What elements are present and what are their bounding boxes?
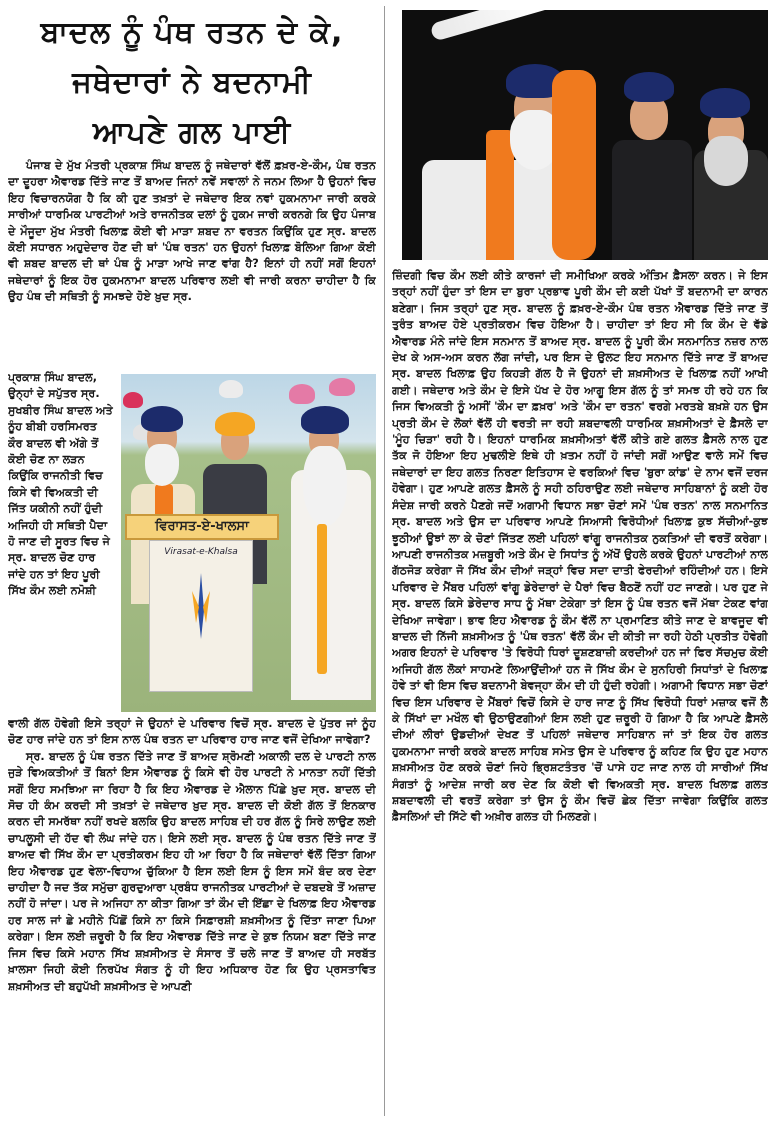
figure-turban xyxy=(141,406,183,432)
article-paragraph: ਜ਼ਿੰਦਗੀ ਵਿਚ ਕੌਮ ਲਈ ਕੀਤੇ ਕਾਰਜਾਂ ਦੀ ਸਮੀਖਿਆ ਕਰਕੇ ਅੰਤਿਮ ਫ਼ੈਸਲਾ ਕਰਨ। ਜੇ ਇਸ ਤਰ੍ਹਾਂ ਨਹੀਂ ਹੁੰਦਾ ਤਾਂ ਇਸ ਦਾ ਬੁਰਾ ਪ੍ਰਭਾਵ ਪੂਰੀ ਕੌਮ ਦੀ ਕਈ ਪੱਖਾਂ ਤੋਂ ਬਦਨਾਮੀ ਦਾ ਕਾਰਨ ਬਣੇਗਾ। ਜਿਸ ਤਰ੍ਹਾਂ ਹੁਣ ਸ੍ਰ. ਬਾਦਲ ਨੂੰ ਫ਼ਖ਼ਰ-ਏ-ਕੌਮ ਪੰਥ ਰਤਨ ਐਵਾਰਡ ਦਿੱਤੇ ਜਾਣ ਤੋਂ ਤੁਰੰਤ ਬਾਅਦ ਹੋਏ ਪ੍ਰਤੀਕਰਮ ਵਿਚ ਹੋਇਆ ਹੈ। ਚਾਹੀਦਾ ਤਾਂ ਇਹ ਸੀ ਕਿ ਕੌਮ ਦੇ ਵੱਡੇ ਐਵਾਰਡ ਮੰਨੇ ਜਾਂਦੇ ਇਸ ਸਨਮਾਨ ਤੋਂ ਬਾਅਦ ਸ੍ਰ. ਬਾਦਲ ਨੂੰ ਪੂਰੀ ਕੌਮ ਸਨਮਾਨਿਤ ਨਜ਼ਰ ਨਾਲ ਦੇਖ ਕੇ ਅਸ-ਅਸ ਕਰਨ ਲੱਗ ਜਾਂਦੀ, ਪਰ ਇਸ ਦੇ ਉਲਟ ਇਹ ਸਨਮਾਨ ਦਿੱਤੇ ਜਾਣ ਤੋਂ ਬਾਅਦ ਸ੍ਰ. ਬਾਦਲ ਖਿਲਾਫ਼ ਉਹ ਕਿਹੜੀ ਗੱਲ ਹੈ ਜੋ ਉਹਨਾਂ ਦੀ ਸ਼ਖ਼ਸੀਅਤ ਦੇ ਖਿਲਾਫ਼ ਨਹੀਂ ਆਖੀ ਗਈ। ਜਥੇਦਾਰ ਅਤੇ ਕੌਮ ਦੇ ਇਸੇ ਪੱਖ ਦੇ ਹੋਰ ਆਗੂ ਇਸ ਗੱਲ ਨੂੰ ਤਾਂ ਸਮਝ ਹੀ ਰਹੇ ਹਨ ਕਿ ਜਿਸ ਵਿਅਕਤੀ ਨੂੰ ਅਸੀਂ 'ਕੌਮ ਦਾ ਫ਼ਖ਼ਰ' ਅਤੇ 'ਕੌਮ ਦਾ ਰਤਨ' ਵਰਗੇ ਮਰਤਬੇ ਬਖ਼ਸ਼ੇ ਹਨ ਉਸ ਪ੍ਰਤੀ ਕੌਮ ਦੇ ਲੋਕਾਂ ਵੱਲੋਂ ਹੀ ਵਰਤੀ ਜਾ ਰਹੀ ਸ਼ਬਦਾਵਲੀ ਧਾਰਮਿਕ ਸ਼ਖ਼ਸੀਅਤਾਂ ਦੇ ਫ਼ੈਸਲੇ ਦਾ 'ਮੂੰਹ ਚਿੜਾ' ਰਹੀ ਹੈ। ਇਹਨਾਂ ਧਾਰਮਿਕ ਸ਼ਖ਼ਸੀਅਤਾਂ ਵੱਲੋਂ ਕੀਤੇ ਗਏ ਗਲਤ ਫ਼ੈਸਲੇ ਨਾਲ ਹੁਣ ਤੱਕ ਜੋ ਹੋਇਆ ਇਹ ਮੁਢਲੀਏ ਇਥੇ ਹੀ ਖ਼ਤਮ ਨਹੀਂ ਹੋ ਜਾਂਦੀ ਸਗੋਂ ਆਉਣ ਵਾਲੇ ਸਮੇਂ ਵਿਚ ਜਥੇਦਾਰਾਂ ਦਾ ਇਹ ਗਲਤ ਨਿਰਣਾ ਇਤਿਹਾਸ ਦੇ ਵਰਕਿਆਂ ਵਿਚ 'ਬੁਰਾ ਕਾਂਡ' ਦੇ ਨਾਮ ਵਜੋਂ ਦਰਜ ਹੋਵੇਗਾ। ਹੁਣ ਆਪਣੇ ਗਲਤ ਫ਼ੈਸਲੇ ਨੂੰ ਸਹੀ ਠਹਿਰਾਉਣ ਲਈ ਜਥੇਦਾਰ ਸਾਹਿਬਾਨਾਂ ਨੂੰ ਕਈ ਹੋਰ ਸੰਦੇਸ਼ ਜਾਰੀ ਕਰਨੇ ਪੈਣਗੇ ਜਦੋਂ ਅਗਾਮੀ ਵਿਧਾਨ ਸਭਾ ਚੋਣਾਂ ਸਮੇਂ 'ਪੰਥ ਰਤਨ' ਨਾਲ ਸਨਮਾਨਿਤ ਸ੍ਰ. ਬਾਦਲ ਅਤੇ ਉਸ ਦਾ ਪਰਿਵਾਰ ਆਪਣੇ ਸਿਆਸੀ ਵਿਰੋਧੀਆਂ ਖਿਲਾਫ਼ ਕੁਝ ਸੱਚੀਆਂ-ਕੁਝ ਝੂਠੀਆਂ ਊਝਾਂ ਲਾ ਕੇ ਚੋਣਾਂ ਜਿੱਤਣ ਲਈ ਪਹਿਲਾਂ ਵਾਂਗੂ ਰਾਜਨੀਤਕ ਨੁਕਤਿਆਂ ਦੀ ਵਰਤੋਂ ਕਰੇਗਾ। ਆਪਣੀ ਰਾਜਨੀਤਕ ਮਜ਼ਬੂਰੀ ਅਤੇ ਕੌਮ ਦੇ ਸਿਧਾਂਤ ਨੂੰ ਅੱਖੋਂ ਉਹਲੇ ਕਰਕੇ ਉਹਨਾਂ ਪਾਰਟੀਆਂ ਨਾਲ ਗੱਠਜੋੜ ਕਰੇਗਾ ਜੋ ਸਿੱਖ ਕੌਮ ਦੀਆਂ ਜੜ੍ਹਾਂ ਵਿਚ ਸਦਾ ਦਾਤੀ ਫੇਰਦੀਆਂ ਰਹਿੰਦੀਆਂ ਹਨ। ਇਸੇ ਪਰਿਵਾਰ ਦੇ ਮੈਂਬਰ ਪਹਿਲਾਂ ਵਾਂਗੂ ਡੇਰੇਦਾਰਾਂ ਦੇ ਪੈਰਾਂ ਵਿਚ ਬੈਠਣੋਂ ਨਹੀਂ ਹਟ ਜਾਣਗੇ। ਪਰ ਹੁਣ ਜੇ ਸ੍ਰ. ਬਾਦਲ ਕਿਸੇ ਡੇਰੇਦਾਰ ਸਾਧ ਨੂੰ ਮੱਥਾ ਟੇਕੇਗਾ ਤਾਂ ਇਸ ਨੂੰ ਪੰਥ ਰਤਨ ਵਜੋਂ ਮੱਥਾ ਟੇਕਣ ਵਾਂਗ ਦੇਖਿਆ ਜਾਵੇਗਾ। ਭਾਵ ਇਹ ਐਵਾਰਡ ਨੂੰ ਕੌਮ ਵੱਲੋਂ ਨਾ ਪ੍ਰਮਾਣਿਤ ਕੀਤੇ ਜਾਣ ਦੇ ਬਾਵਜੂਦ ਵੀ ਬਾਦਲ ਦੀ ਨਿੱਜੀ ਸ਼ਖ਼ਸੀਅਤ ਨੂੰ 'ਪੰਥ ਰਤਨ' ਵੱਲੋਂ ਕੌਮ ਦੀ ਕੀਤੀ ਜਾ ਰਹੀ ਹੇਠੀ ਪ੍ਰਤੀਤ ਹੋਵੇਗੀ ਅਗਰ ਇਹਨਾਂ ਦੇ ਪਰਿਵਾਰ 'ਤੇ ਵਿਰੋਧੀ ਧਿਰਾਂ ਦੂਸ਼ਣਬਾਜ਼ੀ ਕਰਦੀਆਂ ਹਨ ਜਾਂ ਫਿਰ ਸੱਚਮੁਚ ਕੋਈ ਅਜਿਹੀ ਗੱਲ ਲੋਕਾਂ ਸਾਹਮਣੇ ਲਿਆਉਂਦੀਆਂ ਹਨ ਜੋ ਸਿੱਖ ਕੌਮ ਦੇ ਸੁਨਹਿਰੀ ਸਿਧਾਂਤਾਂ ਦੇ ਖਿਲਾਫ਼ ਹੋਵੇ ਤਾਂ ਵੀ ਇਸ ਵਿਚ ਬਦਨਾਮੀ ਬੇਵਜ੍ਹਾ ਕੌਮ ਦੀ ਹੀ ਹੁੰਦੀ ਰਹੇਗੀ। ਅਗਾਮੀ ਵਿਧਾਨ ਸਭਾ ਚੋਣਾਂ ਵਿਚ ਇਸ ਪਰਿਵਾਰ ਦੇ ਮੈਂਬਰਾਂ ਵਿਚੋਂ ਕਿਸੇ ਦੇ ਹਾਰ ਜਾਣ ਨੂੰ ਸਿੱਖ ਵਿਰੋਧੀ ਧਿਰਾਂ ਮਜ਼ਾਕ ਵਜੋਂ ਲੈ ਕੇ ਸਿੱਖਾਂ ਦਾ ਮਖੌਲ ਵੀ ਉਠਾਉਣਗੀਆਂ ਇਸ ਲਈ ਹੁਣ ਜ਼ਰੂਰੀ ਹੋ ਗਿਆ ਹੈ ਕਿ ਆਪਣੇ ਫ਼ੈਸਲੇ ਦੀਆਂ ਲੀਰਾਂ ਉਡਦੀਆਂ ਦੇਖਣ ਤੋਂ ਪਹਿਲਾਂ ਜਥੇਦਾਰ ਸਾਹਿਬਾਨ ਜਾਂ ਤਾਂ ਇਕ ਹੋਰ ਗਲਤ ਹੁਕਮਨਾਮਾ ਜਾਰੀ ਕਰਕੇ ਬਾਦਲ ਸਾਹਿਬ ਸਮੇਤ ਉਸ ਦੇ ਪਰਿਵਾਰ ਨੂੰ ਕਹਿਣ ਕਿ ਉਹ ਹੁਣ ਮਹਾਨ ਸ਼ਖ਼ਸੀਅਤ ਹੋਣ ਕਰਕੇ ਚੋਣਾਂ ਜਿਹੇ ਭ੍ਰਿਸ਼ਟਤੰਤਰ 'ਚੋਂ ਪਾਸੇ ਹਟ ਜਾਣ ਨਾਲ ਹੀ ਸਾਰੀਆਂ ਸਿੱਖ ਸੰਗਤਾਂ ਨੂੰ ਆਦੇਸ਼ ਜਾਰੀ ਕਰ ਦੇਣ ਕਿ ਕੋਈ ਵੀ ਵਿਅਕਤੀ ਸ੍ਰ. ਬਾਦਲ ਖਿਲਾਫ਼ ਗਲਤ ਸ਼ਬਦਾਵਲੀ ਦੀ ਵਰਤੋਂ ਕਰੇਗਾ ਤਾਂ ਉਸ ਨੂੰ ਕੌਮ ਵਿਚੋਂ ਛੇਕ ਦਿੱਤਾ ਜਾਵੇਗਾ ਕਿਉਂਕਿ ਗਲਤ ਫ਼ੈਸਲਿਆਂ ਦੀ ਸਿੱਟੇ ਵੀ ਅਖ਼ੀਰ ਗਲਤ ਹੀ ਮਿਲਣਗੇ। xyxy=(392,269,768,824)
lectern-banner: ਵਿਰਾਸਤ-ਏ-ਖਾਲਸਾ xyxy=(125,514,279,540)
article-left-narrow xyxy=(8,370,114,710)
article-right-column xyxy=(392,268,768,1118)
figure-beard xyxy=(704,136,748,186)
article-left-bottom xyxy=(8,716,376,1116)
headline-line-1: ਬਾਦਲ ਨੂੰ ਪੰਥ ਰਤਨ ਦੇ ਕੇ, xyxy=(40,15,344,50)
figure-sash xyxy=(317,524,327,674)
lectern-body xyxy=(149,540,253,692)
crowd-turban xyxy=(219,380,243,398)
article-paragraph: ਵਾਲੀ ਗੱਲ ਹੋਵੇਗੀ ਇਸੇ ਤਰ੍ਹਾਂ ਜੇ ਉਹਨਾਂ ਦੇ ਪਰਿਵਾਰ ਵਿਚੋਂ ਸ੍ਰ. ਬਾਦਲ ਦੇ ਪੁੱਤਰ ਜਾਂ ਨੂੰਹ ਚੋਣ ਹਾਰ ਜਾਂਦੇ ਹਨ ਤਾਂ ਇਸ ਨਾਲ ਪੰਥ ਰਤਨ ਦਾ ਪਰਿਵਾਰ ਹਾਰ ਜਾਣ ਵਜੋਂ ਦੇਖਿਆ ਜਾਵੇਗਾ? xyxy=(8,717,376,747)
figure-turban xyxy=(301,406,349,434)
crowd-turban xyxy=(329,378,355,396)
figure-sash xyxy=(486,130,514,260)
figure-beard xyxy=(303,446,347,526)
headline xyxy=(8,8,376,158)
crowd-turban xyxy=(289,384,315,404)
siropa-cloth xyxy=(552,70,596,260)
article-paragraph: ਪੰਜਾਬ ਦੇ ਮੁੱਖ ਮੰਤਰੀ ਪ੍ਰਕਾਸ਼ ਸਿੰਘ ਬਾਦਲ ਨੂੰ ਜਥੇਦਾਰਾਂ ਵੱਲੋਂ ਫ਼ਖ਼ਰ-ਏ-ਕੌਮ, ਪੰਥ ਰਤਨ ਦਾ ਦੂਹਰਾ ਐਵਾਰਡ ਦਿੱਤੇ ਜਾਣ ਤੋਂ ਬਾਅਦ ਜਿਨਾਂ ਨਵੇਂ ਸਵਾਲਾਂ ਨੇ ਜਨਮ ਲਿਆ ਹੈ ਉਹਨਾਂ ਵਿਚ ਇਹ ਵਿਚਾਰਨਯੋਗ ਹੈ ਕਿ ਕੀ ਹੁਣ ਤਖ਼ਤਾਂ ਦੇ ਜਥੇਦਾਰ ਇਕ ਨਵਾਂ ਹੁਕਮਨਾਮਾ ਜਾਰੀ ਕਰਕੇ ਸਾਰੀਆਂ ਧਾਰਮਿਕ ਪਾਰਟੀਆਂ ਅਤੇ ਰਾਜਨੀਤਕ ਦਲਾਂ ਨੂੰ ਹੁਕਮ ਜਾਰੀ ਕਰਨਗੇ ਕਿ ਉਹ ਪੰਜਾਬ ਦੇ ਮੌਜੂਦਾ ਮੁੱਖ ਮੰਤਰੀ ਖਿਲਾਫ਼ ਕੋਈ ਵੀ ਮਾੜਾ ਸ਼ਬਦ ਨਾ ਵਰਤਨ ਕਿਉਂਕਿ ਹੁਣ ਸ੍ਰ. ਬਾਦਲ ਕੋਈ ਸਧਾਰਨ ਅਹੁਦੇਦਾਰ ਹੋਣ ਦੀ ਥਾਂ 'ਪੰਥ ਰਤਨ' ਹਨ ਉਹਨਾਂ ਖਿਲਾਫ਼ ਬੋਲਿਆ ਗਿਆ ਕੋਈ ਵੀ ਸ਼ਬਦ ਬਾਦਲ ਦੀ ਥਾਂ ਪੰਥ ਨੂੰ ਮਾੜਾ ਆਖੇ ਜਾਣ ਵਾਂਗ ਹੈ? ਇਨਾਂ ਹੀ ਨਹੀਂ ਸਗੋਂ ਇਹਨਾਂ ਜਥੇਦਾਰਾਂ ਨੂੰ ਇਕ ਹੋਰ ਹੁਕਮਨਾਮਾ ਬਾਦਲ ਪਰਿਵਾਰ ਲਈ ਵੀ ਜਾਰੀ ਕਰਨਾ ਚਾਹੀਦਾ ਹੈ ਕਿ ਉਹ ਪੰਥ ਦੀ ਸਥਿਤੀ ਨੂੰ ਸਮਝਦੇ ਹੋਏ ਖ਼ੁਦ ਸ੍ਰ. xyxy=(8,159,376,304)
figure-turban xyxy=(215,412,255,436)
figure-beard xyxy=(145,444,179,486)
photo-honoring-ceremony xyxy=(402,10,768,260)
figure-turban xyxy=(624,72,674,102)
figure-turban xyxy=(700,88,750,118)
headline-line-2: ਜਥੇਦਾਰਾਂ ਨੇ ਬਦਨਾਮੀ xyxy=(72,65,312,100)
lectern-subtitle: Virasat-e-Khalsa xyxy=(164,547,238,557)
column-divider xyxy=(384,6,385,1116)
photo-speaker-at-lectern xyxy=(121,374,376,712)
article-paragraph: ਪ੍ਰਕਾਸ਼ ਸਿੰਘ ਬਾਦਲ, ਉਨ੍ਹਾਂ ਦੇ ਸਪੁੱਤਰ ਸ੍ਰ. ਸੁਖਬੀਰ ਸਿੰਘ ਬਾਦਲ ਅਤੇ ਨੂੰਹ ਬੀਬੀ ਹਰਸਿਮਰਤ ਕੌਰ ਬਾਦਲ ਵੀ ਅੱਗੇ ਤੋਂ ਕੋਈ ਚੋਣ ਨਾ ਲੜਨ ਕਿਉਂਕਿ ਰਾਜਨੀਤੀ ਵਿਚ ਕਿਸੇ ਵੀ ਵਿਅਕਤੀ ਦੀ ਜਿੱਤ ਯਕੀਨੀ ਨਹੀਂ ਹੁੰਦੀ ਅਜਿਹੀ ਹੀ ਸਥਿਤੀ ਪੈਦਾ ਹੋ ਜਾਣ ਦੀ ਸੂਰਤ ਵਿਚ ਜੇ ਸ੍ਰ. ਬਾਦਲ ਚੋਣ ਹਾਰ ਜਾਂਦੇ ਹਨ ਤਾਂ ਇਹ ਪੂਰੀ ਸਿੱਖ ਕੌਮ ਲਈ ਨਮੋਸ਼ੀ xyxy=(8,371,113,598)
khalsa-logo-icon xyxy=(186,571,216,641)
figure-suit xyxy=(612,140,692,260)
article-left-top xyxy=(8,158,376,366)
headline-line-3: ਆਪਣੇ ਗਲ ਪਾਈ xyxy=(92,115,292,150)
ceremonial-sword xyxy=(430,10,666,42)
crowd-turban xyxy=(123,392,143,408)
article-paragraph: ਸ੍ਰ. ਬਾਦਲ ਨੂੰ ਪੰਥ ਰਤਨ ਦਿੱਤੇ ਜਾਣ ਤੋਂ ਬਾਅਦ ਸ਼੍ਰੋਮਣੀ ਅਕਾਲੀ ਦਲ ਦੇ ਪਾਰਟੀ ਨਾਲ ਜੁੜੇ ਵਿਅਕਤੀਆਂ ਤੋਂ ਬਿਨਾਂ ਇਸ ਐਵਾਰਡ ਨੂੰ ਕਿਸੇ ਵੀ ਹੋਰ ਪਾਰਟੀ ਨੇ ਮਾਨਤਾ ਨਹੀਂ ਦਿੱਤੀ ਸਗੋਂ ਇਹ ਸਮਝਿਆ ਜਾ ਰਿਹਾ ਹੈ ਕਿ ਇਹ ਐਵਾਰਡ ਦੇ ਐਲਾਨ ਪਿੱਛੇ ਖ਼ੁਦ ਸ੍ਰ. ਬਾਦਲ ਦੀ ਸੋਚ ਹੀ ਕੰਮ ਕਰਦੀ ਸੀ ਤਖ਼ਤਾਂ ਦੇ ਜਥੇਦਾਰ ਖ਼ੁਦ ਸ੍ਰ. ਬਾਦਲ ਦੀ ਕੋਈ ਗੱਲ ਤੋਂ ਇਨਕਾਰ ਕਰਨ ਦੀ ਸਮਰੱਥਾ ਨਹੀਂ ਰਖਦੇ ਬਲਕਿ ਉਹ ਬਾਦਲ ਸਾਹਿਬ ਦੀ ਹਰ ਗੱਲ ਨੂੰ ਸਿਰੇ ਲਾਉਣ ਲਈ ਚਾਪਲੂਸੀ ਦੀ ਹੱਦ ਵੀ ਲੰਘ ਜਾਂਦੇ ਹਨ। ਇਸੇ ਲਈ ਸ੍ਰ. ਬਾਦਲ ਨੂੰ ਪੰਥ ਰਤਨ ਦਿੱਤੇ ਜਾਣ ਤੋਂ ਬਾਅਦ ਵੀ ਸਿੱਖ ਕੌਮ ਦਾ ਪ੍ਰਤੀਕਰਮ ਇਹ ਹੀ ਆ ਰਿਹਾ ਹੈ ਕਿ ਜਥੇਦਾਰਾਂ ਵੱਲੋਂ ਦਿੱਤਾ ਗਿਆ ਇਹ ਐਵਾਰਡ ਹੁਣ ਵੇਲਾ-ਵਿਹਾਅ ਚੁੱਕਿਆ ਹੈ ਇਸ ਲਈ ਇਸ ਨੂੰ ਇਸ ਸਮੇਂ ਬੰਦ ਕਰ ਦੇਣਾ ਚਾਹੀਦਾ ਹੈ ਜਦ ਤੱਕ ਸਮੁੱਚਾ ਗੁਰਦੁਆਰਾ ਪ੍ਰਬੰਧ ਰਾਜਨੀਤਕ ਪਾਰਟੀਆਂ ਦੇ ਦਬਦਬੇ ਤੋਂ ਅਜ਼ਾਦ ਨਹੀਂ ਹੋ ਜਾਂਦਾ। ਪਰ ਜੇ ਅਜਿਹਾ ਨਾ ਕੀਤਾ ਗਿਆ ਤਾਂ ਕੌਮ ਦੀ ਇੱਛਾ ਦੇ ਖਿਲਾਫ਼ ਇਹ ਐਵਾਰਡ ਹਰ ਸਾਲ ਜਾਂ ਛੇ ਮਹੀਨੇ ਪਿੱਛੋਂ ਕਿਸੇ ਨਾ ਕਿਸੇ ਸਿਫ਼ਾਰਸ਼ੀ ਸ਼ਖ਼ਸੀਅਤ ਨੂੰ ਦਿੱਤਾ ਜਾਣਾ ਪਿਆ ਕਰੇਗਾ। ਇਸ ਲਈ ਜ਼ਰੂਰੀ ਹੈ ਕਿ ਇਹ ਐਵਾਰਡ ਦਿੱਤੇ ਜਾਣ ਦੇ ਕੁਝ ਨਿਯਮ ਬਣਾ ਦਿੱਤੇ ਜਾਣ ਜਿਸ ਵਿਚ ਕਿਸੇ ਮਹਾਨ ਸਿੱਖ ਸ਼ਖ਼ਸੀਅਤ ਦੇ ਸੰਸਾਰ ਤੋਂ ਚਲੇ ਜਾਣ ਤੋਂ ਬਾਅਦ ਹੀ ਸਰਬੱਤ ਖ਼ਾਲਸਾ ਜਿਹੀ ਕੋਈ ਨਿਰਪੱਖ ਸੰਗਤ ਨੂੰ ਹੀ ਇਹ ਅਧਿਕਾਰ ਹੋਣ ਕਿ ਉਹ ਪ੍ਰਸਤਾਵਿਤ ਸ਼ਖ਼ਸੀਅਤ ਦੀ ਬਹੁਪੱਖੀ ਸ਼ਖ਼ਸੀਅਤ ਦੇ ਆਪਣੀ xyxy=(8,749,376,993)
